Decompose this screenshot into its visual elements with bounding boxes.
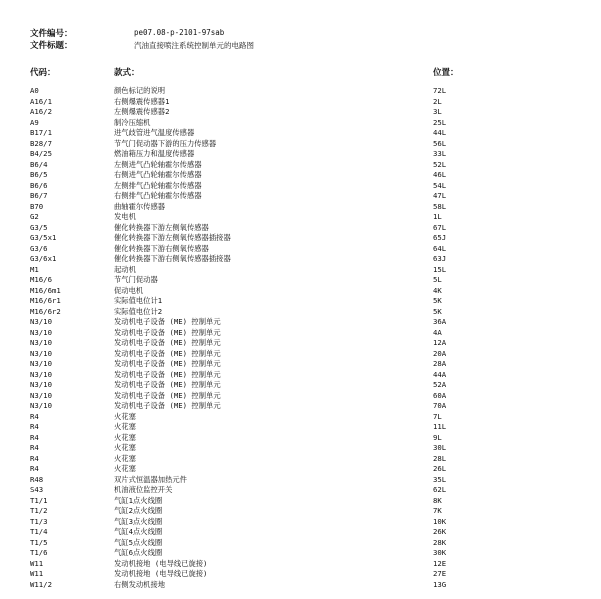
component-description: 左侧排气凸轮轴霍尔传感器 — [114, 180, 202, 190]
list-item — [0, 464, 601, 475]
list-item — [0, 548, 601, 559]
component-location: 12A — [433, 338, 447, 347]
list-item — [0, 265, 601, 276]
component-description: 火花塞 — [114, 432, 136, 442]
list-item — [0, 475, 601, 486]
list-item — [0, 97, 601, 108]
component-description: 气缸5点火线圈 — [114, 537, 163, 547]
list-item — [0, 317, 601, 328]
component-code: N3/10 — [30, 390, 52, 400]
component-code: G3/5 — [30, 222, 48, 232]
component-location: 5K — [433, 296, 442, 305]
list-item — [0, 496, 601, 507]
component-description: 双片式恒温器加热元件 — [114, 474, 187, 484]
list-item — [0, 338, 601, 349]
component-location: 15L — [433, 264, 447, 274]
component-location: 35L — [433, 474, 447, 484]
list-item — [0, 380, 601, 391]
list-item — [0, 86, 601, 97]
component-code: G3/6 — [30, 243, 48, 253]
list-item — [0, 254, 601, 265]
component-code: T1/6 — [30, 548, 48, 557]
list-item — [0, 202, 601, 213]
component-location: 67L — [433, 222, 447, 232]
component-code: T1/4 — [30, 527, 48, 536]
component-location: 7K — [433, 506, 442, 515]
component-code: T1/2 — [30, 506, 48, 515]
component-location: 26K — [433, 527, 447, 536]
list-item — [0, 149, 601, 160]
list-item — [0, 328, 601, 339]
component-description: 催化转换器下游左侧氧传感器 — [114, 222, 209, 232]
column-header-description: 款式： — [114, 68, 140, 78]
component-code: R4 — [30, 443, 39, 452]
component-code: B6/5 — [30, 170, 48, 179]
list-item — [0, 391, 601, 402]
component-description: 发电机 — [114, 212, 136, 221]
component-location: 58L — [433, 201, 447, 211]
component-location: 52A — [433, 380, 447, 389]
list-item — [0, 275, 601, 286]
component-location: 3L — [433, 107, 442, 116]
list-item — [0, 181, 601, 192]
component-code: R4 — [30, 411, 39, 421]
component-location: 70A — [433, 401, 447, 410]
component-code: A16/1 — [30, 96, 52, 106]
component-code: B6/6 — [30, 180, 48, 190]
component-code: B6/4 — [30, 159, 48, 169]
component-code: B70 — [30, 201, 44, 211]
component-description: 气缸1点火线圈 — [114, 495, 163, 505]
list-item — [0, 506, 601, 517]
component-code: G3/6x1 — [30, 254, 57, 263]
component-location: 13G — [433, 579, 447, 589]
list-item — [0, 359, 601, 370]
list-item — [0, 517, 601, 528]
list-item — [0, 401, 601, 412]
component-location: 46L — [433, 170, 447, 179]
component-location: 8K — [433, 495, 442, 505]
component-code: T1/3 — [30, 516, 48, 526]
component-description: 进气歧管进气温度传感器 — [114, 128, 195, 137]
component-description: 气缸6点火线圈 — [114, 548, 163, 557]
component-code: M1 — [30, 264, 39, 274]
component-code: A16/2 — [30, 107, 52, 116]
list-item — [0, 244, 601, 255]
component-code: N3/10 — [30, 327, 52, 337]
list-item — [0, 559, 601, 570]
component-code: M16/6r2 — [30, 306, 61, 316]
list-item — [0, 139, 601, 150]
list-item — [0, 170, 601, 181]
component-code: M16/6r1 — [30, 296, 61, 305]
component-code: W11 — [30, 558, 44, 568]
component-description: 火花塞 — [114, 464, 136, 473]
component-description: 右侧排气凸轮轴霍尔传感器 — [114, 191, 202, 200]
component-description: 气缸3点火线圈 — [114, 516, 163, 526]
component-description: 火花塞 — [114, 453, 136, 463]
component-location: 4K — [433, 285, 442, 295]
column-header-location: 位置： — [433, 68, 459, 78]
component-description: 发动机电子设备 (ME) 控制单元 — [114, 369, 221, 379]
component-code: A0 — [30, 86, 39, 95]
component-code: R4 — [30, 464, 39, 473]
component-code: W11 — [30, 569, 44, 578]
list-item — [0, 580, 601, 591]
component-code: T1/1 — [30, 495, 48, 505]
component-location: 10K — [433, 516, 447, 526]
component-description: 催化转换器下游左侧氧传感器插接器 — [114, 233, 231, 242]
component-description: 气缸2点火线圈 — [114, 506, 163, 515]
column-header-code: 代码： — [30, 68, 56, 78]
component-location: 65J — [433, 233, 447, 242]
component-location: 2L — [433, 96, 442, 106]
component-location: 5K — [433, 306, 442, 316]
component-location: 47L — [433, 191, 447, 200]
component-description: 右侧进气凸轮轴霍尔传感器 — [114, 170, 202, 179]
component-description: 右侧发动机接地 — [114, 579, 166, 589]
component-code: N3/10 — [30, 369, 52, 379]
component-description: 催化转换器下游右侧氧传感器 — [114, 243, 209, 253]
component-description: 左侧进气凸轮轴霍尔传感器 — [114, 159, 202, 169]
list-item — [0, 443, 601, 454]
component-description: 起动机 — [114, 264, 136, 274]
component-description: 机油液位监控开关 — [114, 485, 173, 494]
list-item — [0, 160, 601, 171]
component-location: 25L — [433, 117, 447, 127]
list-item — [0, 233, 601, 244]
component-description: 颜色标记的说明 — [114, 86, 166, 95]
component-code: R4 — [30, 422, 39, 431]
list-item — [0, 212, 601, 223]
list-item — [0, 485, 601, 496]
component-description: 实际值电位计1 — [114, 296, 163, 305]
component-code: R48 — [30, 474, 44, 484]
component-location: 56L — [433, 138, 447, 148]
component-description: 节气门促动器下游的压力传感器 — [114, 138, 217, 148]
component-code: W11/2 — [30, 579, 52, 589]
component-location: 44A — [433, 369, 447, 379]
component-location: 60A — [433, 390, 447, 400]
component-description: 发动机电子设备 (ME) 控制单元 — [114, 401, 221, 410]
component-location: 52L — [433, 159, 447, 169]
component-location: 5L — [433, 275, 442, 284]
component-location: 20A — [433, 348, 447, 358]
component-location: 4A — [433, 327, 442, 337]
component-location: 9L — [433, 432, 442, 442]
component-list — [0, 86, 601, 590]
component-description: 发动机电子设备 (ME) 控制单元 — [114, 359, 221, 368]
list-item — [0, 569, 601, 580]
component-description: 发动机电子设备 (ME) 控制单元 — [114, 317, 221, 326]
component-location: 30L — [433, 443, 447, 452]
component-description: 发动机电子设备 (ME) 控制单元 — [114, 327, 221, 337]
list-item — [0, 422, 601, 433]
list-item — [0, 433, 601, 444]
component-description: 催化转换器下游右侧氧传感器插接器 — [114, 254, 231, 263]
component-location: 28K — [433, 537, 447, 547]
component-location: 28A — [433, 359, 447, 368]
component-code: N3/10 — [30, 348, 52, 358]
list-item — [0, 296, 601, 307]
list-item — [0, 527, 601, 538]
component-code: M16/6 — [30, 275, 52, 284]
component-location: 1L — [433, 212, 442, 221]
list-item — [0, 191, 601, 202]
list-item — [0, 370, 601, 381]
component-description: 火花塞 — [114, 411, 136, 421]
component-description: 发动机接地 (电导线已旋接) — [114, 558, 208, 568]
component-description: 节气门促动器 — [114, 275, 158, 284]
component-code: A9 — [30, 117, 39, 127]
component-code: G2 — [30, 212, 39, 221]
component-location: 7L — [433, 411, 442, 421]
component-code: G3/5x1 — [30, 233, 57, 242]
component-location: 28L — [433, 453, 447, 463]
component-location: 26L — [433, 464, 447, 473]
component-location: 30K — [433, 548, 447, 557]
component-location: 33L — [433, 149, 447, 158]
component-code: N3/10 — [30, 317, 52, 326]
component-location: 72L — [433, 86, 447, 95]
component-location: 62L — [433, 485, 447, 494]
component-code: R4 — [30, 432, 39, 442]
doc-number-label: 文件编号： — [30, 29, 73, 39]
component-code: N3/10 — [30, 401, 52, 410]
list-item — [0, 454, 601, 465]
component-location: 27E — [433, 569, 447, 578]
component-description: 燃油箱压力和温度传感器 — [114, 149, 195, 158]
component-code: M16/6m1 — [30, 285, 61, 295]
component-code: N3/10 — [30, 338, 52, 347]
component-location: 64L — [433, 243, 447, 253]
list-item — [0, 307, 601, 318]
component-description: 促动电机 — [114, 285, 144, 295]
component-code: B28/7 — [30, 138, 52, 148]
component-description: 发动机电子设备 (ME) 控制单元 — [114, 338, 221, 347]
component-location: 12E — [433, 558, 447, 568]
component-code: B4/25 — [30, 149, 52, 158]
list-item — [0, 223, 601, 234]
component-location: 36A — [433, 317, 447, 326]
component-code: S43 — [30, 485, 44, 494]
component-description: 右侧爆震传感器1 — [114, 96, 170, 106]
component-description: 发动机电子设备 (ME) 控制单元 — [114, 380, 221, 389]
component-location: 54L — [433, 180, 447, 190]
list-item — [0, 412, 601, 423]
component-code: B17/1 — [30, 128, 52, 137]
component-description: 实际值电位计2 — [114, 306, 163, 316]
doc-title-value: 汽油直接喷注系统控制单元的电路图 — [134, 41, 254, 50]
list-item — [0, 118, 601, 129]
component-description: 发动机电子设备 (ME) 控制单元 — [114, 390, 221, 400]
list-item — [0, 107, 601, 118]
component-code: N3/10 — [30, 359, 52, 368]
component-description: 制冷压缩机 — [114, 117, 151, 127]
component-description: 火花塞 — [114, 422, 136, 431]
list-item — [0, 128, 601, 139]
component-description: 曲轴霍尔传感器 — [114, 201, 166, 211]
component-code: T1/5 — [30, 537, 48, 547]
component-code: R4 — [30, 453, 39, 463]
component-location: 63J — [433, 254, 447, 263]
component-description: 发动机电子设备 (ME) 控制单元 — [114, 348, 221, 358]
component-description: 发动机接地 (电导线已旋接) — [114, 569, 208, 578]
component-code: N3/10 — [30, 380, 52, 389]
list-item — [0, 349, 601, 360]
component-location: 11L — [433, 422, 447, 431]
component-description: 气缸4点火线圈 — [114, 527, 163, 536]
component-description: 左侧爆震传感器2 — [114, 107, 170, 116]
doc-title-label: 文件标题： — [30, 41, 73, 51]
component-location: 44L — [433, 128, 447, 137]
component-description: 火花塞 — [114, 443, 136, 452]
list-item — [0, 286, 601, 297]
list-item — [0, 538, 601, 549]
component-code: B6/7 — [30, 191, 48, 200]
doc-number-value: pe07.08-p-2101-97sab — [134, 28, 225, 37]
